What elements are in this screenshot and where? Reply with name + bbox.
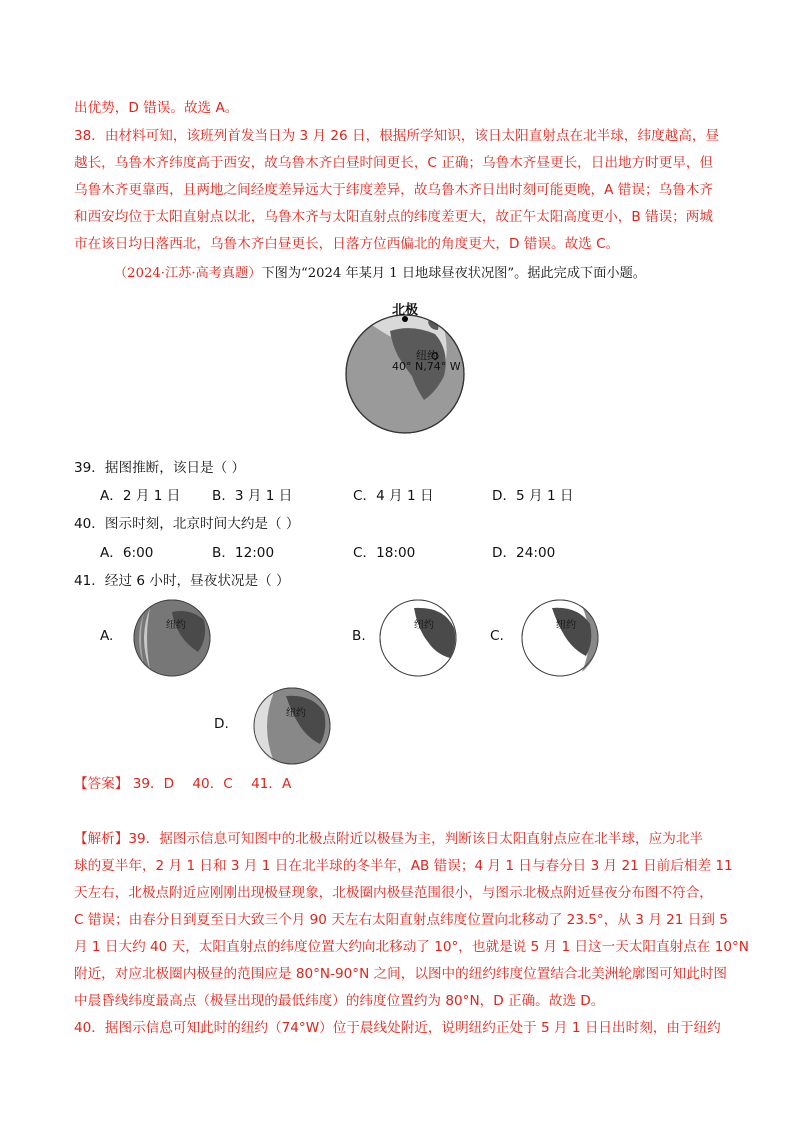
- q39-analysis-line: 球的夏半年，2 月 1 日和 3 月 1 日在北半球的冬半年，AB 错误；4 月 1 日与春分日 3 月 21 日前后相差 11: [74, 858, 733, 874]
- prev-analysis-tail: 出优势，D 错误。故选 A。: [74, 100, 239, 116]
- q39-option-c: C．4 月 1 日: [353, 488, 434, 504]
- q41-option-b-globe: [370, 598, 466, 678]
- q41-d-city: 纽约: [286, 708, 306, 719]
- q39-analysis-line: 【解析】39．据图示信息可知图中的北极点附近以极昼为主，判断该日太阳直射点应在北半球，应为北半: [74, 831, 704, 847]
- q39-option-d: D．5 月 1 日: [492, 488, 574, 504]
- q41-option-c-globe: [512, 598, 608, 678]
- q40-stem: 40．图示时刻，北京时间大约是（ ）: [74, 516, 300, 532]
- q39-option-b: B．3 月 1 日: [212, 488, 293, 504]
- answer-label: 【答案】: [74, 776, 129, 792]
- q39-analysis-line: 月 1 日大约 40 天，太阳直射点的纬度位置大约向北移动了 10°，也就是说 5 月 1 日这一天太阳直射点在 10°N: [74, 939, 749, 955]
- q40-analysis-line: 40．据图示信息可知此时的纽约（74°W）位于晨线处附近，说明纽约正处于 5 月 1 日日出时刻，由于纽约: [74, 1020, 721, 1036]
- q38-analysis-line: 越长，乌鲁木齐纬度高于西安，故乌鲁木齐白昼时间更长，C 正确；乌鲁木齐昼更长，日出地方时更早，但: [74, 155, 714, 171]
- q41-option-c-letter: C.: [490, 628, 504, 644]
- newyork-label: 纽约: [416, 349, 438, 362]
- q41-option-a-letter: A.: [100, 628, 114, 644]
- q41-option-d-globe: [244, 686, 340, 766]
- answer-41: 41．A: [251, 776, 292, 792]
- answer-40: 40．C: [192, 776, 233, 792]
- q41-option-d-letter: D.: [214, 716, 229, 732]
- q40-option-d: D．24:00: [492, 545, 556, 561]
- q41-option-b-letter: B.: [352, 628, 366, 644]
- question-intro: [114, 262, 646, 281]
- q41-b-city: 纽约: [414, 620, 434, 631]
- q39-option-a: A．2 月 1 日: [100, 488, 181, 504]
- answer-row: [74, 772, 305, 792]
- q38-analysis-line: 市在该日均日落西北，乌鲁木齐白昼更长，日落方位西偏北的角度更大，D 错误。故选 C。: [74, 236, 620, 252]
- q38-analysis-line: 38．由材料可知，该班列首发当日为 3 月 26 日，根据所学知识，该日太阳直射点在北半球，纬度越高，昼: [74, 128, 720, 144]
- newyork-coords: 40° N,74° W: [392, 360, 461, 373]
- north-pole-label: 北极: [392, 303, 419, 318]
- q39-stem: 39．据图推断，该日是（ ）: [74, 460, 246, 476]
- q39-analysis-line: C 错误；由春分日到夏至日大致三个月 90 天左右太阳直射点纬度位置向北移动了 23.5°，从 3 月 21 日到 5: [74, 912, 728, 928]
- q41-option-a-globe: [124, 598, 220, 678]
- q41-stem: 41．经过 6 小时，昼夜状况是（ ）: [74, 573, 290, 589]
- q39-analysis-line: 天左右，北极点附近应刚刚出现极昼现象，北极圈内极昼范围很小，与图示北极点附近昼夜分布图不符合，: [74, 885, 713, 901]
- q38-analysis-line: 和西安均位于太阳直射点以北，乌鲁木齐与太阳直射点的纬度差更大，故正午太阳高度更小，B 错误；两城: [74, 209, 713, 225]
- q39-analysis-line: 中晨昏线纬度最高点（极昼出现的最低纬度）的纬度位置约为 80°N，D 正确。故选 D。: [74, 993, 605, 1009]
- q41-c-city: 纽约: [556, 620, 576, 631]
- intro-text: 下图为“2024 年某月 1 日地球昼夜状况图”。据此完成下面小题。: [261, 266, 646, 281]
- q40-option-c: C．18:00: [353, 545, 416, 561]
- q41-a-city: 纽约: [166, 620, 186, 631]
- exam-source: （2024·江苏·高考真题）: [114, 266, 262, 281]
- q38-analysis-line: 乌鲁木齐更靠西，且两地之间经度差异远大于纬度差异，故乌鲁木齐日出时刻可能更晚，A 错误；乌鲁木齐: [74, 182, 713, 198]
- answer-39: 39．D: [132, 776, 175, 792]
- q40-option-b: B．12:00: [212, 545, 275, 561]
- analysis-label: 【解析】: [74, 831, 129, 847]
- q40-option-a: A．6:00: [100, 545, 154, 561]
- q39-analysis-line: 附近，对应北极圈内极昼的范围应是 80°N-90°N 之间，以图中的纽约纬度位置结合北美洲轮廓图可知此时图: [74, 966, 728, 982]
